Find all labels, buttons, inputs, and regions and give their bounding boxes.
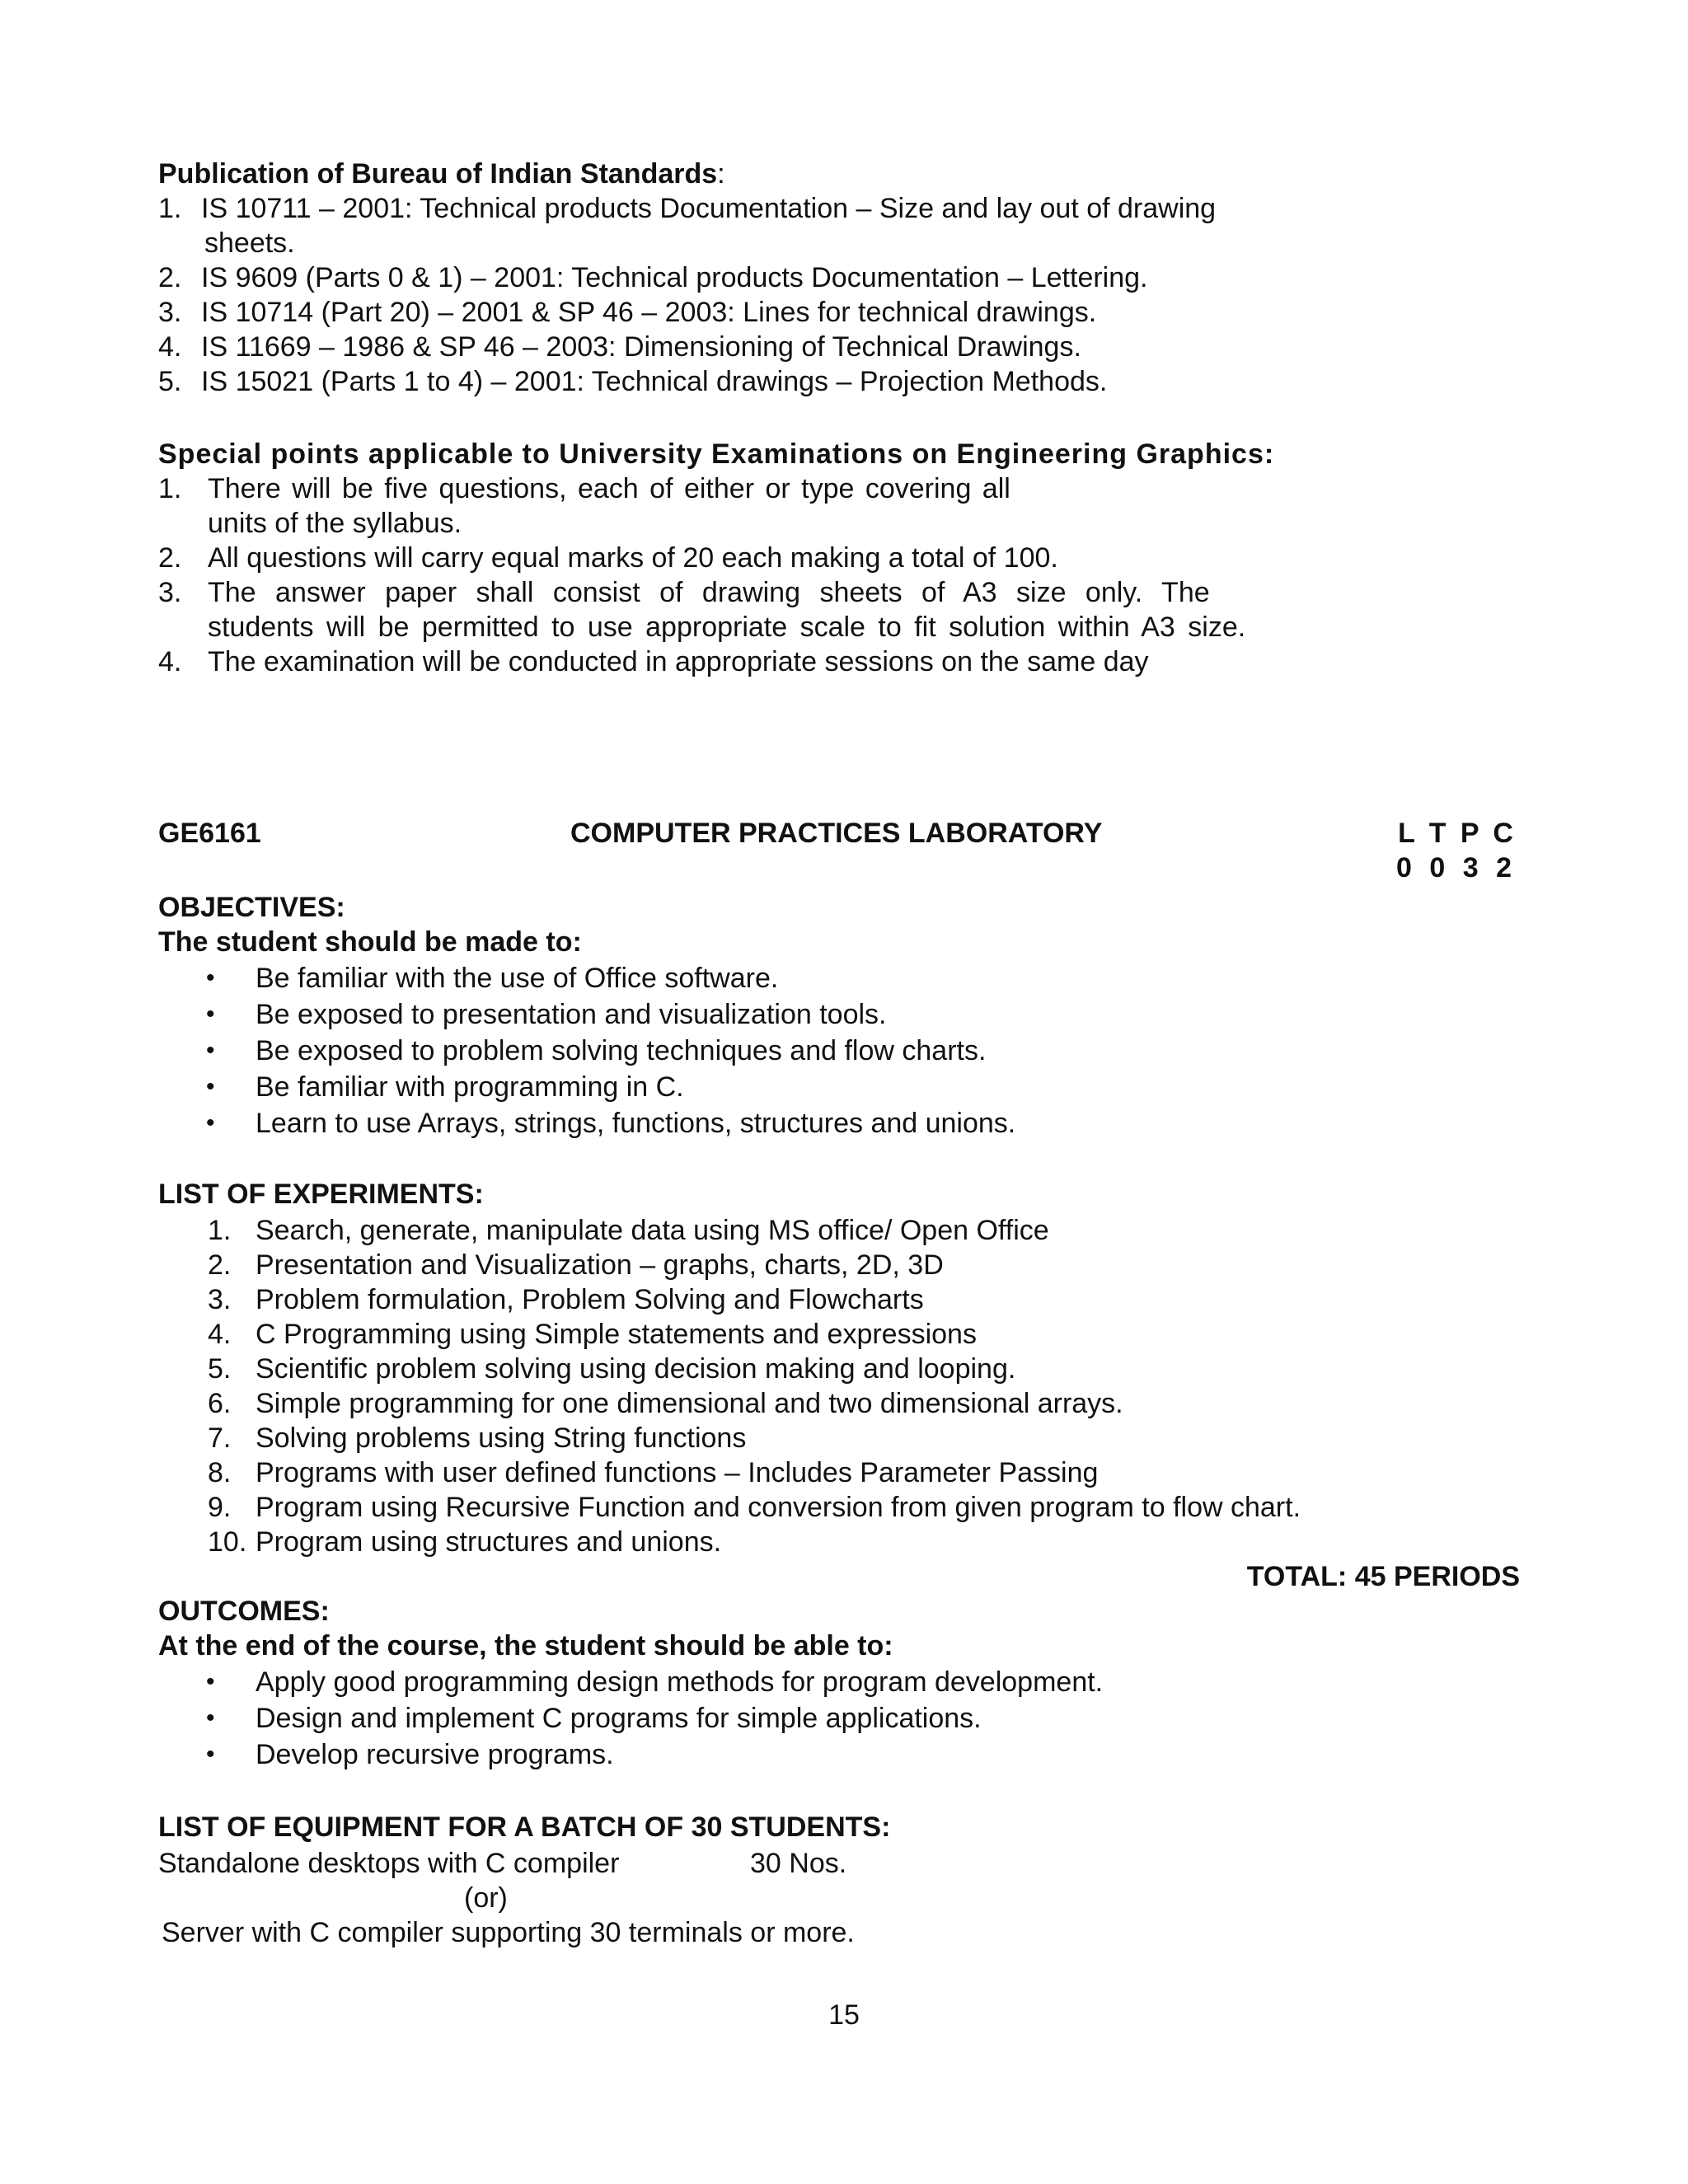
outcome-item: Develop recursive programs. [256,1739,614,1770]
experiment-item: Program using structures and unions. [256,1526,722,1558]
total-periods: TOTAL: 45 PERIODS [1246,1561,1520,1592]
special-item-text: The answer paper shall consist of drawing sheets of A3 size only. The [208,577,1210,608]
special-item-number: 4. [158,646,182,677]
publication-item-text: IS 9609 (Parts 0 & 1) – 2001: Technical products Documentation – Lettering. [201,262,1148,293]
experiment-item: Scientific problem solving using decision making and looping. [256,1353,1016,1385]
objective-item: Learn to use Arrays, strings, functions, structures and unions. [256,1108,1016,1139]
experiment-number: 6. [208,1388,232,1419]
experiment-number: 9. [208,1492,232,1523]
publication-item-text: IS 10711 – 2001: Technical products Documentation – Size and lay out of drawing [201,193,1217,224]
objective-item: Be familiar with the use of Office software. [256,963,779,994]
bullet-icon: • [206,1073,215,1100]
experiment-item: Solving problems using String functions [256,1422,747,1454]
publication-heading-text: Publication of Bureau of Indian Standards [158,158,718,190]
publication-heading-colon: : [717,158,725,190]
bullet-icon: • [206,1668,215,1695]
experiment-number: 4. [208,1319,232,1350]
objective-item: Be exposed to presentation and visualization tools. [256,999,887,1030]
publication-item-number: 3. [158,297,182,328]
equipment-item: Standalone desktops with C compiler [158,1848,620,1879]
publication-item-number: 5. [158,366,182,397]
experiment-item: Problem formulation, Problem Solving and Flowcharts [256,1284,924,1315]
outcomes-heading: OUTCOMES: [158,1596,330,1627]
equipment-heading: LIST OF EQUIPMENT FOR A BATCH OF 30 STUDENTS: [158,1811,891,1843]
special-points-heading: Special points applicable to University Examinations on Engineering Graphics: [158,438,1275,470]
bullet-icon: • [206,1037,215,1064]
ltpc-values: 0 0 3 2 [1396,852,1517,883]
special-item-number: 1. [158,473,182,504]
bullet-icon: • [206,1741,215,1768]
publication-item-number: 2. [158,262,182,293]
experiment-item: Programs with user defined functions – Includes Parameter Passing [256,1457,1099,1488]
equipment-quantity: 30 Nos. [750,1848,847,1879]
publication-item-text: IS 15021 (Parts 1 to 4) – 2001: Technical drawings – Projection Methods. [201,366,1108,397]
special-item-number: 2. [158,542,182,574]
bullet-icon: • [206,1704,215,1732]
outcome-item: Design and implement C programs for simple applications. [256,1703,982,1734]
experiment-number: 3. [208,1284,232,1315]
experiments-heading: LIST OF EXPERIMENTS: [158,1179,484,1210]
publication-item-number: 1. [158,193,182,224]
experiment-number: 5. [208,1353,232,1385]
special-item-text-continued: students will be permitted to use appropriate scale to fit solution within A3 size. [208,612,1246,643]
experiment-number: 7. [208,1422,232,1454]
publication-item-text-continued: sheets. [204,227,295,259]
experiment-item: Presentation and Visualization – graphs, charts, 2D, 3D [256,1249,944,1281]
page-number: 15 [828,1999,860,2031]
special-item-text: There will be five questions, each of either or type covering all [208,473,1010,504]
course-code: GE6161 [158,818,261,849]
bullet-icon: • [206,1001,215,1028]
experiment-number: 2. [208,1249,232,1281]
bullet-icon: • [206,1109,215,1137]
publication-item-text: IS 10714 (Part 20) – 2001 & SP 46 – 2003: Lines for technical drawings. [201,297,1097,328]
special-item-number: 3. [158,577,182,608]
experiment-number: 10. [208,1526,247,1558]
experiment-number: 1. [208,1215,232,1246]
equipment-item: Server with C compiler supporting 30 terminals or more. [162,1917,855,1948]
publication-item-text: IS 11669 – 1986 & SP 46 – 2003: Dimensioning of Technical Drawings. [201,331,1081,363]
ltpc-header: L T P C [1398,818,1517,849]
objectives-subheading: The student should be made to: [158,926,582,958]
course-title: COMPUTER PRACTICES LABORATORY [570,818,1103,849]
publication-item-number: 4. [158,331,182,363]
outcomes-subheading: At the end of the course, the student should be able to: [158,1630,893,1661]
objective-item: Be familiar with programming in C. [256,1071,684,1103]
objective-item: Be exposed to problem solving techniques and flow charts. [256,1035,987,1066]
special-item-text: All questions will carry equal marks of 20 each making a total of 100. [208,542,1058,574]
experiment-item: Simple programming for one dimensional and two dimensional arrays. [256,1388,1123,1419]
objectives-heading: OBJECTIVES: [158,892,345,923]
publication-heading [158,157,725,191]
equipment-or: (or) [464,1882,508,1914]
outcome-item: Apply good programming design methods for program development. [256,1666,1104,1698]
special-item-text-continued: units of the syllabus. [208,508,462,539]
bullet-icon: • [206,964,215,991]
experiment-item: Program using Recursive Function and conversion from given program to flow chart. [256,1492,1301,1523]
experiment-item: C Programming using Simple statements and expressions [256,1319,977,1350]
special-item-text: The examination will be conducted in appropriate sessions on the same day [208,646,1149,677]
experiment-item: Search, generate, manipulate data using MS office/ Open Office [256,1215,1049,1246]
experiment-number: 8. [208,1457,232,1488]
